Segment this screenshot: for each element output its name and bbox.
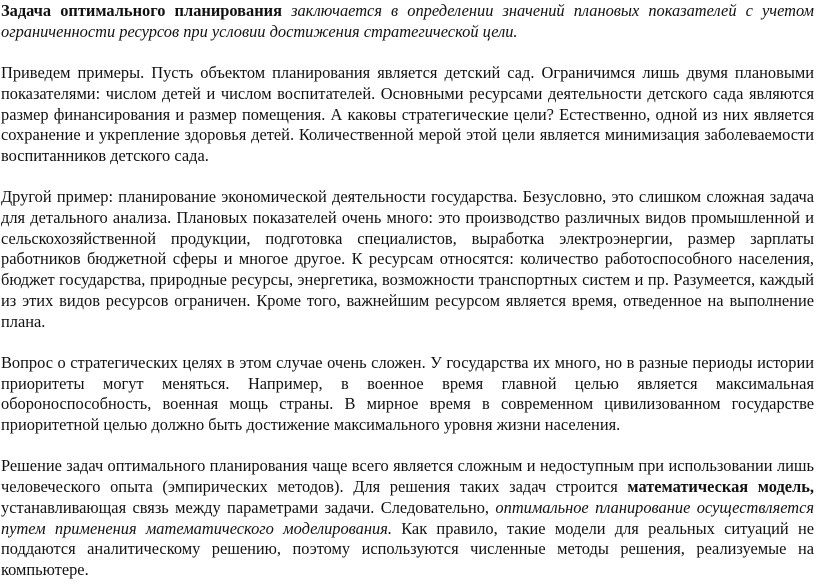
paragraph-state-example: Другой пример: планирование экономической деятельности государства. Безусловно, это слишком сложная задача для детального анализа. Плановых показателей очень много: это производство различных видов промышленной и сельскохозяйственной продукции, подготовка специалистов, выработка электроэнергии, размер зарплаты работников бюджетной сферы и многое другое. К ресурсам относятся: количество работоспособного населения, бюджет государства, природные ресурсы, энергетика, возможности транспортных систем и пр. Разумеется, каждый из этих видов ресурсов ограничен. Кроме того, важнейшим ресурсом является время, отведенное на выполнение плана. [1, 187, 814, 331]
paragraph-mathematical-model [1, 456, 814, 580]
paragraph-kindergarten-example: Приведем примеры. Пусть объектом планирования является детский сад. Ограничимся лишь двумя плановыми показателями: числом детей и числом воспитателей. Основными ресурсами деятельности детского сада являются размер финансирования и размер помещения. А каковы стратегические цели? Естественно, одной из них является сохранение и укрепление здоровья детей. Количественной мерой этой цели является минимизация заболеваемости воспитанников детского сада. [1, 63, 814, 165]
paragraph-definition [1, 1, 814, 42]
model-text-part-2: устанавливающая связь между параметрами задачи. Следовательно, [1, 497, 496, 517]
paragraph-strategic-goals: Вопрос о стратегических целях в этом случае очень сложен. У государства их много, но в разные периоды истории приоритеты могут меняться. Например, в военное время главной целью является максимальная обороноспособность, военная мощь страны. В мирное время в современном цивилизованном государстве приоритетной целью должно быть достижение максимального уровня жизни населения. [1, 352, 814, 435]
model-term: математическая модель, [627, 477, 814, 497]
model-statement: оптимальное планирование осуществляется путем применения математического моделирования. [1, 497, 814, 538]
definition-term: Задача оптимального планирования [1, 1, 282, 20]
model-text-part-1: Решение задач оптимального планирования чаще всего является сложным и недоступным при использовании лишь человеческого опыта (эмпирических методов). Для решения таких задач строится [1, 456, 814, 497]
definition-text: заключается в определении значений плановых показателей с учетом ограниченности ресурсов при условии достижения стратегической цели. [1, 1, 814, 41]
model-text-part-3: Как правило, такие модели для реальных ситуаций не поддаются аналитическому решению, поэтому используются численные методы решения, реализуемые на компьютере. [1, 518, 814, 579]
